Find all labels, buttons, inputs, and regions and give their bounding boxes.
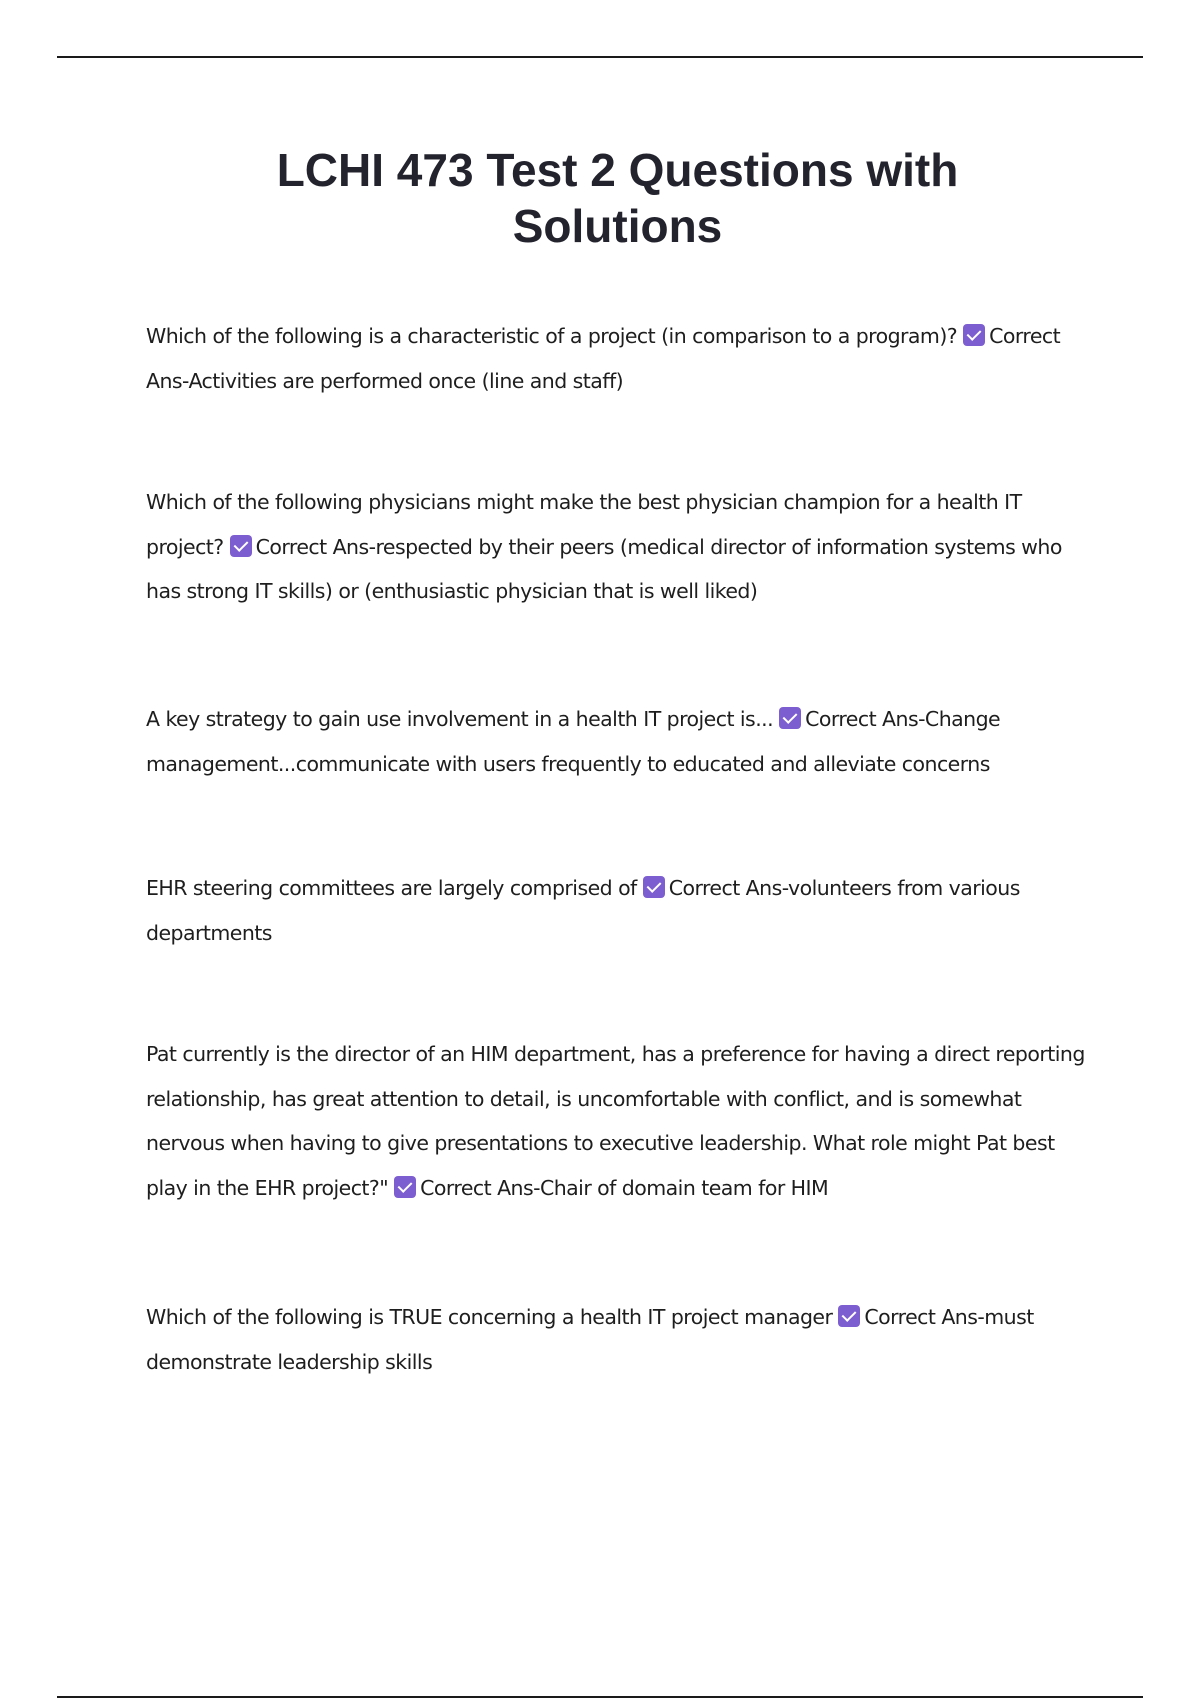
question-text: Which of the following is a characteristic of a project (in comparison to a program)? (146, 324, 958, 348)
answer-text: Correct Ans-respected by their peers (medical director of information systems who has strong IT skills) or (enthusiastic physician that is well liked) (146, 534, 1062, 603)
qa-item-6 (146, 1295, 1086, 1384)
checkbox-checked-icon (838, 1305, 860, 1327)
top-rule (57, 56, 1143, 58)
answer-text: Correct Ans-Change management...communicate with users frequently to educated and alleviate concerns (146, 707, 1001, 776)
question-text: EHR steering committees are largely comprised of (146, 876, 637, 900)
question-text: Pat currently is the director of an HIM department, has a preference for having a direct reporting relationship, has great attention to detail, is uncomfortable with conflict, and is somewhat nervous when having to give presentations to executive leadership. What role might Pat best play in the EHR project?" (146, 1042, 1085, 1200)
qa-item-3 (146, 697, 1086, 786)
checkbox-checked-icon (230, 535, 252, 557)
qa-item-2 (146, 480, 1086, 614)
answer-text: Correct Ans-Chair of domain team for HIM (420, 1175, 829, 1200)
bottom-rule (57, 1696, 1143, 1698)
question-text: A key strategy to gain use involvement in a health IT project is... (146, 707, 774, 731)
checkbox-checked-icon (394, 1176, 416, 1198)
title-line-1: LCHI 473 Test 2 Questions with (276, 144, 959, 196)
qa-item-1 (146, 314, 1086, 403)
answer-text: Correct Ans-volunteers from various departments (146, 876, 1020, 945)
page-title (200, 142, 1035, 254)
question-text: Which of the following is TRUE concerning a health IT project manager (146, 1305, 833, 1329)
checkbox-checked-icon (779, 707, 801, 729)
qa-item-5 (146, 1032, 1086, 1210)
checkbox-checked-icon (643, 876, 665, 898)
title-line-2: Solutions (512, 200, 723, 252)
checkbox-checked-icon (963, 324, 985, 346)
qa-item-4 (146, 866, 1086, 955)
answer-text: Correct Ans-Activities are performed once (line and staff) (146, 324, 1061, 393)
question-text: Which of the following physicians might make the best physician champion for a health IT project? (146, 490, 1022, 559)
answer-text: Correct Ans-must demonstrate leadership skills (146, 1305, 1034, 1374)
